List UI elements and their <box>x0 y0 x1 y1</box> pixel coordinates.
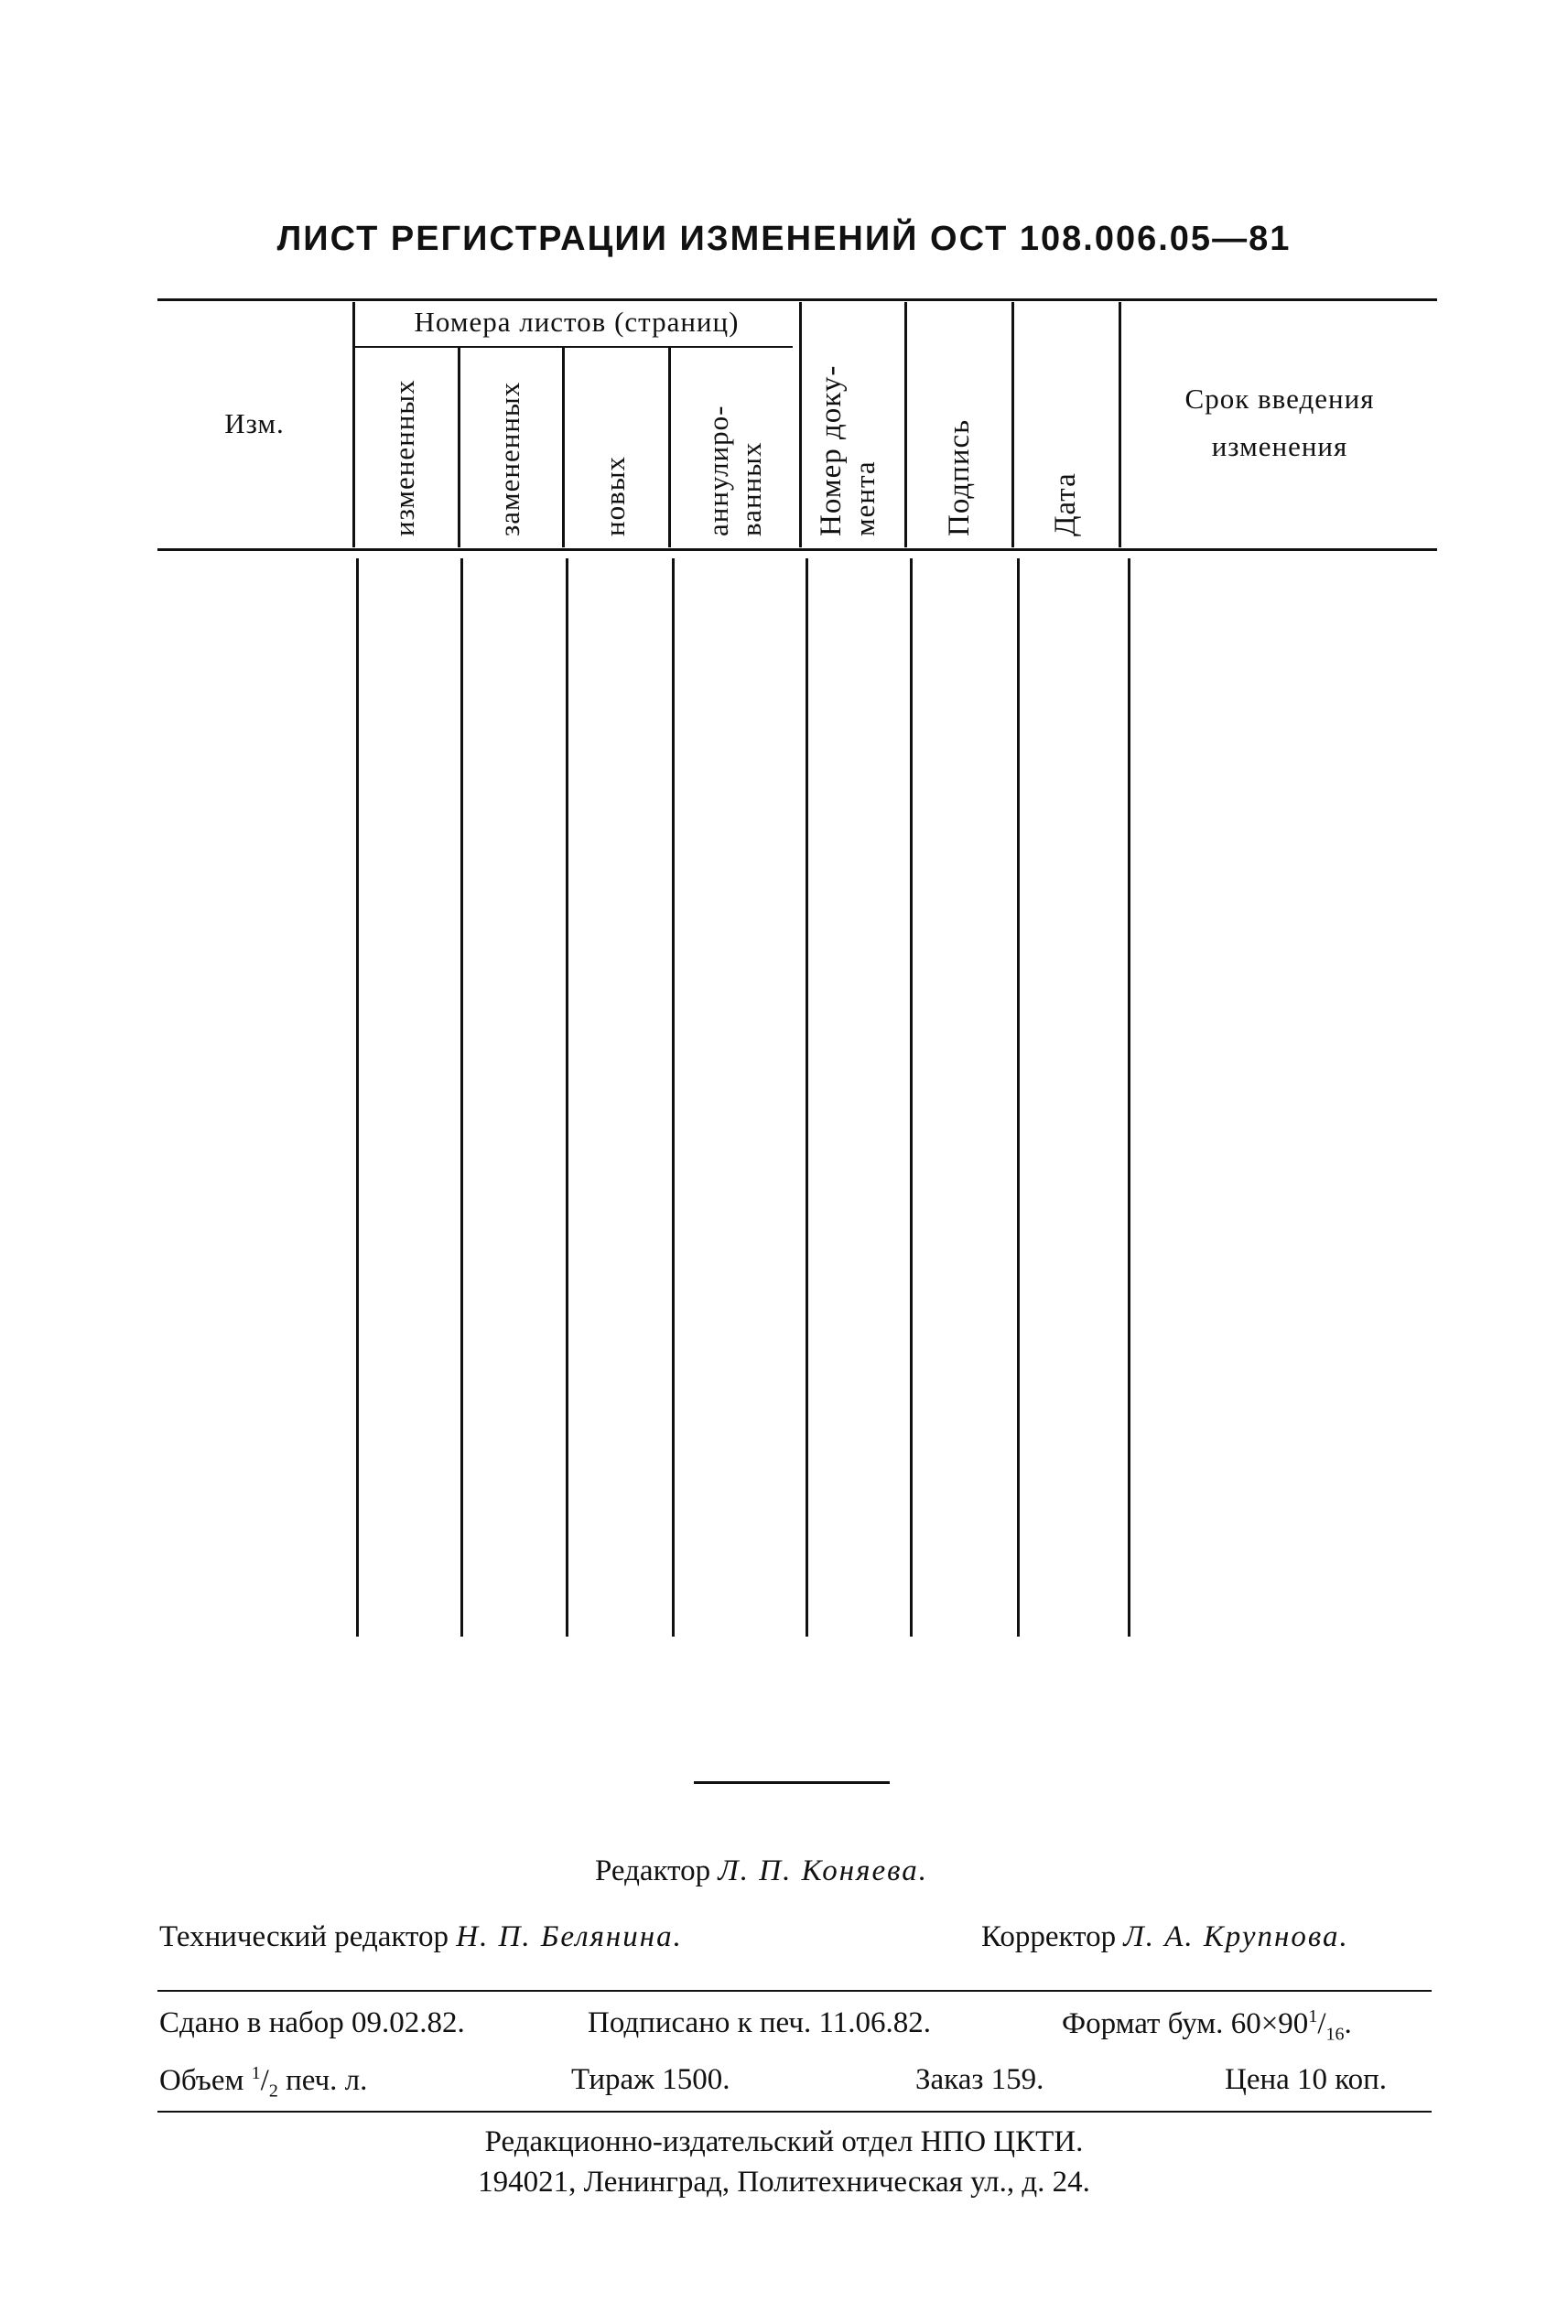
volume-label: Объем <box>159 2064 244 2097</box>
col-header-annulled <box>703 366 769 536</box>
body-col-line-6 <box>910 558 913 1637</box>
header-sep-4 <box>668 348 671 547</box>
col-header-annulled-line1: аннулиро- <box>702 405 734 536</box>
col-header-changed: измененных <box>388 379 420 536</box>
header-sep-1 <box>352 302 355 547</box>
col-header-new: новых <box>599 455 631 536</box>
signed-date: Подписано к печ. 11.06.82. <box>588 2006 931 2039</box>
col-header-signature: Подпись <box>943 418 976 536</box>
section-divider <box>694 1781 890 1784</box>
volume-den: 2 <box>268 2081 278 2102</box>
col-group-header-sheet-numbers: Номера листов (страниц) <box>414 306 740 338</box>
price: Цена 10 коп. <box>1225 2063 1388 2096</box>
imprint-top-rule <box>157 1990 1432 1992</box>
col-header-term-2: изменения <box>1211 430 1348 462</box>
volume-num: 1 <box>251 2063 261 2083</box>
volume: Объем $^1/_2$ печ. л. <box>159 2063 368 2102</box>
body-col-line-5 <box>806 558 808 1637</box>
col-header-izm: Изм. <box>224 407 285 439</box>
volume-unit: печ. л. <box>286 2064 368 2097</box>
corrector-line <box>981 1920 1349 1954</box>
body-col-line-2 <box>460 558 463 1637</box>
col-header-doc-number <box>816 348 881 536</box>
col-header-term-1: Срок введения <box>1184 383 1375 415</box>
imprint-bottom-rule <box>157 2111 1432 2113</box>
print-run: Тираж 1500. <box>571 2063 730 2096</box>
group-header-underline <box>353 346 793 348</box>
header-sep-7 <box>1011 302 1014 547</box>
body-col-line-3 <box>566 558 568 1637</box>
col-header-annulled-line2: ванных <box>735 441 767 536</box>
header-sep-3 <box>562 348 565 547</box>
tech-editor-line <box>159 1920 683 1954</box>
editor-line <box>595 1854 928 1888</box>
paper-format-frac-den: 16 <box>1325 2024 1345 2045</box>
publisher-line-2: 194021, Ленинград, Политехническая ул., д. 24. <box>478 2166 1090 2199</box>
tech-editor-name: Н. П. Белянина. <box>456 1920 683 1953</box>
publisher-line-1: Редакционно-издательский отдел НПО ЦКТИ. <box>484 2125 1084 2158</box>
body-col-line-7 <box>1017 558 1020 1637</box>
submitted-date: Сдано в набор 09.02.82. <box>159 2006 465 2039</box>
order-number: Заказ 159. <box>915 2063 1044 2096</box>
page-title: ЛИСТ РЕГИСТРАЦИИ ИЗМЕНЕНИЙ ОСТ 108.006.05—81 <box>276 220 1292 258</box>
header-sep-5 <box>799 302 802 547</box>
editor-name: Л. П. Коняева. <box>718 1854 928 1887</box>
table-top-border <box>157 298 1437 301</box>
paper-format-frac-num: 1 <box>1308 2006 1318 2027</box>
editor-label: Редактор <box>595 1854 711 1887</box>
header-sep-6 <box>904 302 907 547</box>
table-header-bottom-border <box>157 548 1437 551</box>
body-col-line-1 <box>356 558 359 1637</box>
col-header-doc-line2: мента <box>849 460 881 536</box>
col-header-date: Дата <box>1049 472 1082 536</box>
col-header-doc-line1: Номер доку- <box>815 364 848 536</box>
corrector-label: Корректор <box>981 1920 1117 1953</box>
col-header-replaced: замененных <box>493 381 525 536</box>
paper-format-label: Формат бум. <box>1062 2007 1224 2040</box>
header-sep-8 <box>1119 302 1121 547</box>
body-col-line-4 <box>672 558 675 1637</box>
body-col-line-8 <box>1128 558 1130 1637</box>
corrector-name: Л. А. Крупнова. <box>1123 1920 1349 1953</box>
paper-format-value: 60×90 <box>1230 2007 1309 2040</box>
header-sep-2 <box>458 348 460 547</box>
tech-editor-label: Технический редактор <box>159 1920 449 1953</box>
paper-format: Формат бум. $60\times 90^1/_{16}$. <box>1062 2006 1352 2045</box>
